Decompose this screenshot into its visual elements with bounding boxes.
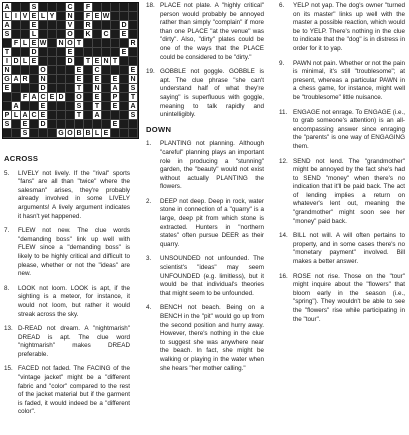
clue	[146, 198, 264, 250]
black-cell	[48, 102, 57, 111]
middle-column	[146, 2, 264, 379]
black-cell	[111, 21, 120, 30]
grid-cell: R	[129, 39, 138, 48]
black-cell	[120, 111, 129, 120]
grid-cell: F	[21, 93, 30, 102]
black-cell	[48, 48, 57, 57]
black-cell	[48, 30, 57, 39]
black-cell	[48, 111, 57, 120]
black-cell	[120, 39, 129, 48]
black-cell	[129, 3, 138, 12]
black-cell	[120, 66, 129, 75]
black-cell	[102, 120, 111, 129]
clue-text: GOBBLE not goggle. GOBBLE is apt. The clue phrase "she can't understand half of what they're saying" is superfluous with goggle, meaning to talk rapidly and unintelligibly.	[160, 68, 264, 119]
grid-cell: E	[129, 66, 138, 75]
black-cell	[75, 3, 84, 12]
grid-cell: A	[129, 102, 138, 111]
right-column	[279, 2, 405, 330]
grid-cell: S	[21, 129, 30, 138]
grid-cell: C	[30, 111, 39, 120]
grid-cell: D	[12, 57, 21, 66]
black-cell	[57, 120, 66, 129]
black-cell	[84, 75, 93, 84]
grid-cell: P	[3, 111, 12, 120]
clue-text: SEND not lend. The "grandmother" might be annoyed by the fact she's had to SEND "money" when there's no indication that it'll be paid back. The act of lending implies a return on whatever's lent out, meaning the "grandmother" might soon see her "money" paid back.	[293, 157, 405, 225]
black-cell	[129, 30, 138, 39]
grid-cell: Y	[48, 12, 57, 21]
grid-cell: C	[39, 93, 48, 102]
grid-cell: G	[57, 129, 66, 138]
clue-text: LOOK not loom. LOOK is apt, if the sighting is a meteor, for instance, it would not loom, but rather it would streak across the sky.	[18, 284, 130, 318]
black-cell	[39, 129, 48, 138]
grid-cell: E	[30, 39, 39, 48]
black-cell	[30, 84, 39, 93]
grid-cell: P	[111, 93, 120, 102]
clue-text: YELP not yap. The dog's owner "turned on its master" links up well with the master a possible reaction, which would be to YELP. There's nothing in the clue to indicate that the "dog" is in distress in order for it to yap.	[293, 2, 405, 52]
grid-cell: N	[102, 57, 111, 66]
black-cell	[120, 93, 129, 102]
grid-cell: V	[66, 21, 75, 30]
black-cell	[84, 93, 93, 102]
grid-cell: L	[21, 39, 30, 48]
clue-number: 19.	[146, 68, 155, 76]
black-cell	[102, 102, 111, 111]
clue-number: 3.	[146, 255, 152, 263]
grid-cell: L	[39, 12, 48, 21]
across-column	[4, 155, 130, 423]
black-cell	[12, 48, 21, 57]
black-cell	[21, 102, 30, 111]
grid-cell: N	[57, 39, 66, 48]
grid-cell: S	[3, 30, 12, 39]
grid-cell: E	[30, 21, 39, 30]
grid-cell: D	[66, 57, 75, 66]
clue-text: ROSE not rise. Those on the "tour" might inquire about the "flowers" that bloom early in the season (i.e., "spring"). They wouldn't be able to see the "flowers" rise while participating in the "tour".	[293, 272, 405, 323]
grid-cell: T	[84, 57, 93, 66]
across-continued-list	[146, 2, 264, 120]
black-cell	[30, 129, 39, 138]
black-cell	[102, 93, 111, 102]
black-cell	[102, 84, 111, 93]
black-cell	[84, 102, 93, 111]
clue-text: D-READ not dream. A "nightmarish" DREAD is apt. The clue word "nightmarish" makes DREAD preferable.	[18, 325, 130, 358]
black-cell	[93, 21, 102, 30]
black-cell	[120, 12, 129, 21]
grid-cell: E	[39, 102, 48, 111]
grid-cell: E	[120, 30, 129, 39]
black-cell	[84, 48, 93, 57]
grid-cell: L	[21, 57, 30, 66]
across-clue-list	[4, 170, 130, 417]
clue	[4, 227, 130, 279]
black-cell	[84, 66, 93, 75]
clue-number: 5.	[4, 169, 10, 177]
black-cell	[111, 48, 120, 57]
black-cell	[30, 102, 39, 111]
grid-cell: B	[84, 129, 93, 138]
clue-number: 13.	[4, 325, 13, 333]
across-heading: ACROSS	[4, 154, 39, 163]
grid-cell: A	[30, 93, 39, 102]
black-cell	[12, 129, 21, 138]
clue-number: 9.	[279, 59, 285, 67]
clue	[4, 170, 130, 222]
black-cell	[84, 39, 93, 48]
grid-cell: E	[75, 66, 84, 75]
black-cell	[57, 57, 66, 66]
black-cell	[102, 48, 111, 57]
grid-cell: I	[12, 12, 21, 21]
black-cell	[120, 102, 129, 111]
grid-cell: T	[111, 57, 120, 66]
grid-cell: O	[39, 66, 48, 75]
clue-text: UNSOUNDED not unfounded. The scientist's "ideas" may seem UNFOUNDED (e.g. limitless), but it would be that individual's theories that might seem to be unfounded.	[160, 255, 264, 297]
grid-cell: T	[129, 93, 138, 102]
clue	[279, 232, 405, 266]
black-cell	[21, 84, 30, 93]
black-cell	[57, 3, 66, 12]
grid-cell: L	[3, 12, 12, 21]
black-cell	[48, 66, 57, 75]
grid-cell: A	[21, 111, 30, 120]
black-cell	[93, 39, 102, 48]
grid-cell: E	[120, 48, 129, 57]
black-cell	[84, 120, 93, 129]
black-cell	[48, 3, 57, 12]
grid-cell: E	[93, 12, 102, 21]
grid-cell: E	[30, 12, 39, 21]
grid-cell: R	[21, 75, 30, 84]
black-cell	[21, 21, 30, 30]
clue	[4, 325, 130, 359]
black-cell	[57, 66, 66, 75]
black-cell	[21, 30, 30, 39]
black-cell	[57, 21, 66, 30]
grid-cell: A	[93, 111, 102, 120]
clue-number: 16.	[279, 272, 288, 280]
black-cell	[111, 30, 120, 39]
black-cell	[66, 111, 75, 120]
grid-cell: E	[93, 75, 102, 84]
grid-cell: L	[93, 129, 102, 138]
grid-cell: W	[39, 40, 47, 47]
clue-text: PLACE not plate. A "highly critical" person would probably be annoyed rather than simply "complain" if more than one PLACE "at the venue" was "dirty". Also, "dirty" plates could be one of the ways that the PLACE could be considered to be "dirty."	[160, 2, 264, 61]
grid-cell: C	[102, 30, 111, 39]
grid-cell: O	[66, 30, 75, 39]
black-cell	[93, 120, 102, 129]
black-cell	[57, 75, 66, 84]
black-cell	[21, 48, 30, 57]
clue	[279, 60, 405, 103]
clue	[279, 158, 405, 227]
black-cell	[93, 30, 102, 39]
grid-cell: F	[12, 39, 21, 48]
grid-cell: E	[21, 120, 30, 129]
grid-cell: V	[21, 12, 30, 21]
grid-cell: T	[3, 48, 12, 57]
clue-text: PAWN not pain. Whether or not the pain is minimal, it's still "troublesome"; at present, whereas a particular PAWN in a chess game, for instance, might well be "troublesome" little nuisance.	[293, 59, 405, 101]
clue-number: 11.	[279, 108, 288, 116]
black-cell	[3, 93, 12, 102]
black-cell	[39, 30, 48, 39]
grid-cell: L	[12, 111, 21, 120]
grid-cell: C	[93, 66, 102, 75]
black-cell	[30, 75, 39, 84]
grid-cell: N	[129, 75, 138, 84]
clue-text: FLEW not new. The clue words "demanding boss" link up well with FLEW since a "demanding boss" is likely to be highly critical and difficult to please, whether or not the "ideas" are new.	[18, 227, 130, 278]
grid-cell: E	[48, 93, 57, 102]
clue-number: 7.	[4, 227, 10, 235]
grid-cell: E	[3, 84, 12, 93]
black-cell	[75, 48, 84, 57]
black-cell	[111, 111, 120, 120]
grid-cell: A	[3, 21, 12, 30]
grid-cell: O	[66, 129, 75, 138]
black-cell	[48, 57, 57, 66]
crossword-grid	[2, 2, 139, 139]
clue-text: LIVELY not lively. If the "rival" sports "fans" are all than "twice" where the salesman" arises, they're probably already involved in some LIVELY arguments! A lively argument indicates it hasn't yet happened.	[18, 169, 130, 220]
grid-cell: B	[75, 129, 84, 138]
clue-number: 12.	[279, 157, 288, 165]
grid-cell: L	[30, 30, 39, 39]
black-cell	[75, 12, 84, 21]
down-continued-list	[279, 2, 405, 324]
clue-number: 8.	[4, 284, 10, 292]
clue-number: 1.	[146, 140, 152, 148]
grid-cell: E	[39, 111, 48, 120]
black-cell	[21, 66, 30, 75]
grid-cell: D	[30, 48, 39, 57]
black-cell	[66, 66, 75, 75]
grid-cell: S	[30, 3, 39, 12]
clue	[146, 68, 264, 120]
grid-cell: S	[75, 102, 84, 111]
grid-cell: N	[66, 12, 75, 21]
grid-cell: I	[3, 57, 12, 66]
black-cell	[3, 39, 12, 48]
grid-cell: O	[75, 93, 84, 102]
black-cell	[120, 75, 129, 84]
grid-cell: D	[57, 93, 66, 102]
black-cell	[75, 120, 84, 129]
clue-text: FACED not faded. The FACING of the "vintage jacket" might be a "different fabric and "color" compared to the rest of the jacket material but if the garment is faded, it would indeed be a "different color".	[18, 365, 130, 416]
grid-cell: E	[111, 102, 120, 111]
black-cell	[111, 3, 120, 12]
down-clue-list	[146, 140, 264, 373]
black-cell	[75, 21, 84, 30]
clue-text: BILL not will. A will often pertains to property, and in some cases there's no "monetary payment" involved. Bill makes a better answer.	[293, 232, 405, 266]
clue	[4, 365, 130, 417]
grid-cell: E	[102, 129, 111, 138]
clue-number: 15.	[4, 365, 13, 373]
black-cell	[66, 75, 75, 84]
black-cell	[39, 21, 48, 30]
black-cell	[66, 93, 75, 102]
black-cell	[30, 120, 39, 129]
clue-text: BENCH not beach. Being on a BENCH in the "pit" would go up from the second position and hurry away. However, there's nothing in the clue to suggest she was anywhere near the beach. In fact, she might be walking or playing in the water when she hears "her mother calling."	[160, 304, 264, 372]
grid-cell: T	[75, 39, 84, 48]
black-cell	[48, 39, 57, 48]
black-cell	[93, 3, 102, 12]
black-cell	[120, 120, 129, 129]
black-cell	[30, 66, 39, 75]
grid-cell: E	[93, 57, 102, 66]
black-cell	[12, 66, 21, 75]
black-cell	[39, 3, 48, 12]
black-cell	[102, 3, 111, 12]
black-cell	[102, 39, 111, 48]
grid-cell: D	[39, 84, 48, 93]
black-cell	[12, 30, 21, 39]
grid-cell: E	[66, 48, 75, 57]
black-cell	[129, 120, 138, 129]
grid-cell: E	[111, 75, 120, 84]
black-cell	[102, 66, 111, 75]
black-cell	[93, 48, 102, 57]
black-cell	[129, 48, 138, 57]
black-cell	[111, 66, 120, 75]
grid-cell: N	[3, 66, 12, 75]
clue	[4, 285, 130, 319]
grid-cell: K	[84, 30, 93, 39]
black-cell	[48, 120, 57, 129]
grid-cell: F	[84, 12, 93, 21]
clue-number: 14.	[279, 232, 288, 240]
black-cell	[57, 102, 66, 111]
black-cell	[12, 3, 21, 12]
black-cell	[75, 30, 84, 39]
black-cell	[57, 30, 66, 39]
clue-number: 6.	[279, 2, 285, 9]
black-cell	[84, 84, 93, 93]
black-cell	[129, 21, 138, 30]
grid-cell: A	[111, 84, 120, 93]
grid-cell: E	[75, 75, 84, 84]
clue	[279, 273, 405, 325]
black-cell	[120, 57, 129, 66]
black-cell	[120, 3, 129, 12]
black-cell	[48, 84, 57, 93]
clue-text: DEEP not deep. Deep in rock, water stone in connection of a "quarry" is a large, deep pit from which stone is extracted. Hunters in "northern states" often pursue DEER as their quarry.	[160, 197, 264, 248]
black-cell	[129, 57, 138, 66]
grid-cell: D	[120, 21, 129, 30]
clue	[146, 140, 264, 192]
grid-cell: S	[3, 120, 12, 129]
grid-cell: F	[84, 3, 93, 12]
grid-cell: T	[75, 111, 84, 120]
grid-cell: N	[93, 84, 102, 93]
black-cell	[120, 129, 129, 138]
clue	[146, 255, 264, 298]
black-cell	[120, 84, 129, 93]
clue-number: 2.	[146, 197, 152, 205]
black-cell	[57, 84, 66, 93]
clue	[146, 2, 264, 62]
black-cell	[3, 102, 12, 111]
black-cell	[39, 48, 48, 57]
grid-cell: E	[30, 57, 39, 66]
black-cell	[48, 75, 57, 84]
black-cell	[75, 57, 84, 66]
black-cell	[39, 57, 48, 66]
clue-number: 4.	[146, 304, 152, 312]
grid-cell: A	[12, 102, 21, 111]
down-heading: DOWN	[146, 124, 172, 134]
clue	[146, 304, 264, 373]
grid-cell: W	[102, 13, 110, 20]
grid-cell: E	[93, 93, 102, 102]
clue	[279, 109, 405, 152]
grid-cell: T	[93, 102, 102, 111]
black-cell	[21, 3, 30, 12]
grid-cell: S	[129, 84, 138, 93]
clue-number: 18.	[146, 2, 155, 9]
grid-cell: O	[66, 39, 75, 48]
black-cell	[57, 111, 66, 120]
grid-cell: S	[129, 111, 138, 120]
black-cell	[66, 102, 75, 111]
black-cell	[129, 12, 138, 21]
clue-text: PLANTING not planning. Although "careful" planning plays an important role in producing a "stunning" garden, the "beauty" would not exist without actually PLANTING the flowers.	[160, 140, 264, 191]
black-cell	[12, 84, 21, 93]
black-cell	[129, 129, 138, 138]
grid-cell: T	[75, 84, 84, 93]
black-cell	[84, 111, 93, 120]
black-cell	[12, 93, 21, 102]
black-cell	[66, 120, 75, 129]
grid-cell: R	[84, 21, 93, 30]
grid-cell: C	[66, 3, 75, 12]
grid-cell: A	[3, 3, 12, 12]
grid-cell: A	[12, 75, 21, 84]
black-cell	[57, 48, 66, 57]
black-cell	[12, 120, 21, 129]
black-cell	[57, 12, 66, 21]
black-cell	[48, 21, 57, 30]
black-cell	[111, 129, 120, 138]
black-cell	[48, 129, 57, 138]
black-cell	[12, 21, 21, 30]
grid-cell: G	[3, 75, 12, 84]
grid-cell: D	[39, 120, 48, 129]
black-cell	[102, 111, 111, 120]
black-cell	[66, 84, 75, 93]
clue-text: ENGAGE not enrage. To ENGAGE (i.e., to grab someone's attention) is an all-encompassing answer since enraging the "parents" is one way of ENGAGING them.	[293, 108, 405, 150]
grid-cell: N	[39, 75, 48, 84]
black-cell	[102, 21, 111, 30]
clue	[279, 2, 405, 54]
black-cell	[111, 12, 120, 21]
black-cell	[3, 129, 12, 138]
grid-cell: E	[111, 120, 120, 129]
black-cell	[111, 39, 120, 48]
black-cell	[102, 75, 111, 84]
